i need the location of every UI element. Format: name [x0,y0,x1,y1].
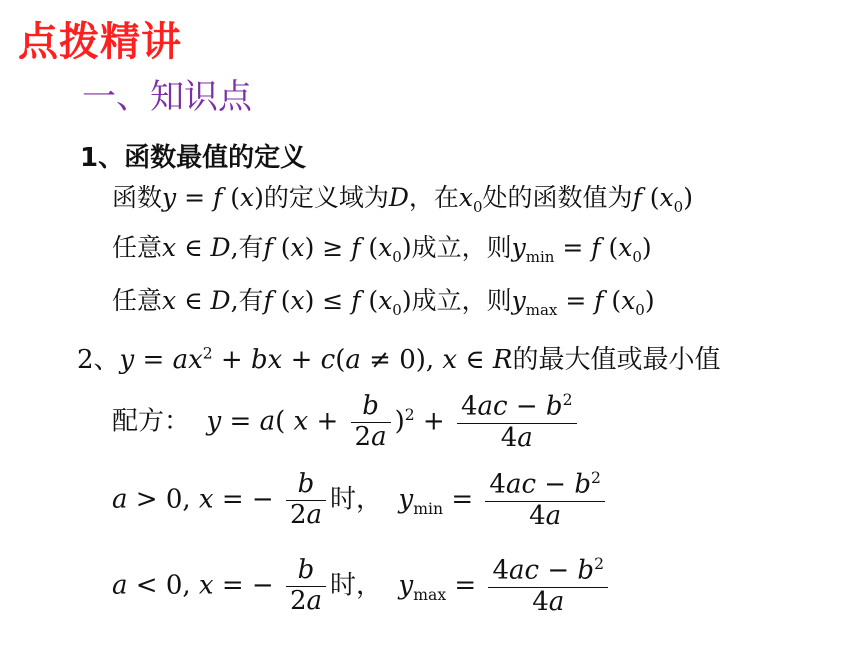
quadratic-heading: 2、$y = ax^2$ + bx + c(a ≠ 0), x ∈ R的最大值或最小值 [77,344,721,375]
page-title: 点拨精讲 [18,19,182,65]
case-a-negative: a < 0, x = − $\frac{b}{2a}$ 时， $y_{max}$ = $\frac{4ac - b^2}{4a}$ [112,556,612,617]
fraction-neg-b-over-2a: $\frac{b}{2a}$ [286,470,326,531]
fraction-max-value: $\frac{4ac - b^2}{4a}$ [488,556,608,617]
definition-heading: 1、函数最值的定义 [80,143,307,173]
fraction-discriminant: $\frac{4ac - b^2}{4a}$ [457,392,577,453]
case-a-positive: a > 0, x = − $\frac{b}{2a}$ 时， $y_{min}$ = $\frac{4ac - b^2}{4a}$ [112,470,609,531]
definition-line-1: 函数y = f (x)的定义域为D，在$x_0$处的函数值为f $(x_0)$ [112,183,693,216]
section-subtitle: 一、知识点 [82,77,252,117]
definition-line-2: 任意x ∈ D,有f (x) ≥ f $(x_0)$成立，则$y_{min} = f$ $(x_0)$ [112,233,652,266]
completing-square-formula: 配方： y = a( x + $\frac{b}{2a}$ )$^2$ + $\frac{4ac - b^2}{4a}$ [112,392,581,453]
complete-square-label: 配方： [112,406,191,437]
fraction-min-value: $\frac{4ac - b^2}{4a}$ [485,470,605,531]
definition-line-3: 任意x ∈ D,有f (x) ≤ f $(x_0)$成立，则$y_{max} = f$ $(x_0)$ [112,286,655,319]
fraction-b-over-2a: $\frac{b}{2a}$ [351,392,391,453]
fraction-neg-b-over-2a-2: $\frac{b}{2a}$ [286,556,326,617]
